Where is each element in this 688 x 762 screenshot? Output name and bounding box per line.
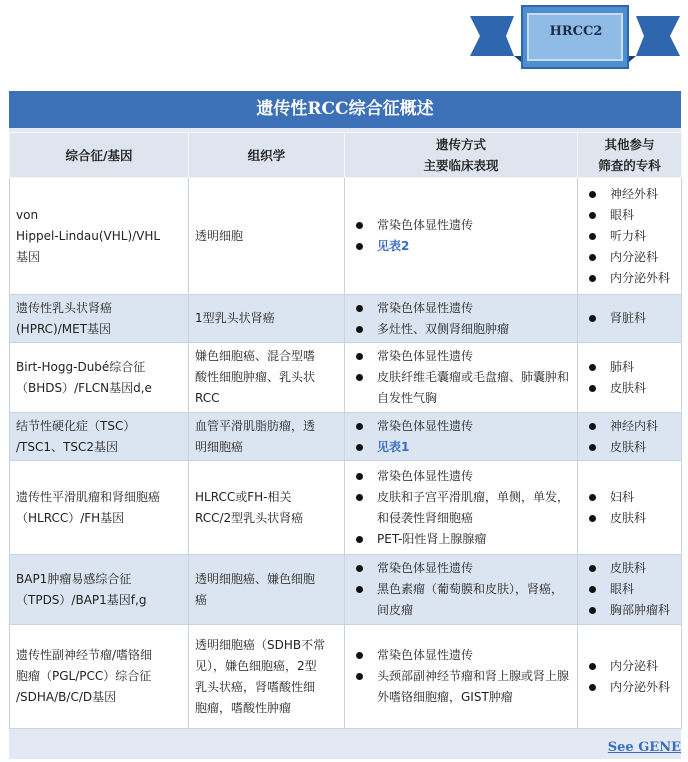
syndrome-table-panel xyxy=(9,91,681,759)
histology-cell xyxy=(189,413,345,461)
histology-line: 酸性细胞肿瘤、乳头状 xyxy=(195,370,316,384)
histology-cell xyxy=(189,343,345,413)
inheritance-item: 常染色体显性遗传 xyxy=(351,645,573,666)
table-row xyxy=(10,461,682,555)
histology-cell xyxy=(189,461,345,555)
table-row xyxy=(10,178,682,295)
syndrome-cell xyxy=(10,625,189,729)
histology-line: 胞瘤，嗜酸性肿瘤 xyxy=(195,700,292,715)
inheritance-cell xyxy=(345,178,578,295)
specialty-list xyxy=(584,357,677,399)
specialty-item: 神经内科 xyxy=(584,416,677,437)
syndrome-line: /SDHA/B/C/D基因 xyxy=(16,690,117,704)
syndrome-cell xyxy=(10,413,189,461)
see-table-link[interactable]: 见表1 xyxy=(351,437,573,458)
syndrome-table xyxy=(9,132,682,729)
specialty-item: 皮肤科 xyxy=(584,378,677,399)
histology-line: RCC xyxy=(195,391,220,405)
inheritance-cell xyxy=(345,625,578,729)
syndrome-cell xyxy=(10,555,189,625)
specialty-list xyxy=(584,184,677,289)
inheritance-cell xyxy=(345,295,578,343)
syndrome-line: （TPDS）/BAP1基因f,g xyxy=(16,592,147,607)
inheritance-list xyxy=(351,416,573,458)
hrcc2-label: HRCC2 xyxy=(549,24,603,39)
header-specialty-line1: 其他参与 xyxy=(604,137,655,152)
specialty-item: 胸部肿瘤科 xyxy=(584,600,677,621)
header-histology: 组织学 xyxy=(189,133,345,178)
syndrome-line: 遗传性副神经节瘤/嗜铬细 xyxy=(16,648,153,662)
specialty-item: 内分泌科 xyxy=(584,247,677,268)
syndrome-line: Hippel-Lindau(VHL)/VHL xyxy=(16,228,161,243)
syndrome-line: 基因 xyxy=(16,249,41,264)
specialty-cell xyxy=(578,555,682,625)
specialty-cell xyxy=(578,343,682,413)
header-syndrome: 综合征/基因 xyxy=(10,133,189,178)
table-row xyxy=(10,343,682,413)
specialty-cell xyxy=(578,295,682,343)
inheritance-item: 多灶性、双侧肾细胞肿瘤 xyxy=(351,319,573,340)
inheritance-cell xyxy=(345,461,578,555)
inheritance-list xyxy=(351,346,573,409)
syndrome-line: /TSC1、TSC2基因 xyxy=(16,439,118,454)
syndrome-cell xyxy=(10,295,189,343)
header-specialty xyxy=(578,133,682,178)
histology-cell xyxy=(189,295,345,343)
inheritance-list xyxy=(351,466,573,550)
table-title: 遗传性RCC综合征概述 xyxy=(9,91,681,128)
histology-line: 乳头状癌，肾嗜酸性细 xyxy=(195,679,316,694)
syndrome-line: BAP1肿瘤易感综合征 xyxy=(16,571,132,586)
specialty-item: 内分泌科 xyxy=(584,656,677,677)
specialty-item: 眼科 xyxy=(584,579,677,600)
histology-line: 嫌色细胞癌、混合型嗜 xyxy=(195,349,316,363)
histology-line: 透明细胞癌、嫌色细胞 xyxy=(195,571,316,586)
specialty-cell xyxy=(578,178,682,295)
histology-cell xyxy=(189,625,345,729)
syndrome-line: （HLRCC）/FH基因 xyxy=(16,510,125,525)
histology-line: RCC/2型乳头状肾癌 xyxy=(195,510,304,525)
histology-line: 透明细胞癌（SDHB不常 xyxy=(195,637,326,652)
inheritance-item: PET-阳性肾上腺腺瘤 xyxy=(351,529,573,550)
inheritance-list xyxy=(351,645,573,708)
specialty-list xyxy=(584,308,677,329)
inheritance-item: 常染色体显性遗传 xyxy=(351,346,573,367)
inheritance-list xyxy=(351,215,573,257)
ribbon-shape xyxy=(470,2,680,84)
inheritance-list xyxy=(351,298,573,340)
inheritance-cell xyxy=(345,413,578,461)
table-row xyxy=(10,625,682,729)
specialty-item: 皮肤科 xyxy=(584,558,677,579)
syndrome-line: Birt-Hogg-Dubé综合征 xyxy=(16,359,146,374)
syndrome-line: 遗传性平滑肌瘤和肾细胞癌 xyxy=(16,489,161,504)
histology-cell xyxy=(189,178,345,295)
header-specialty-line2: 筛查的专科 xyxy=(598,158,661,173)
inheritance-item: 常染色体显性遗传 xyxy=(351,558,573,579)
specialty-list xyxy=(584,416,677,458)
histology-line: 透明细胞 xyxy=(195,228,244,243)
inheritance-cell xyxy=(345,343,578,413)
inheritance-item: 常染色体显性遗传 xyxy=(351,416,573,437)
specialty-item: 听力科 xyxy=(584,226,677,247)
syndrome-line: von xyxy=(16,207,39,222)
specialty-cell xyxy=(578,413,682,461)
inheritance-item: 头颈部副神经节瘤和肾上腺或肾上腺外嗜铬细胞瘤，GIST肿瘤 xyxy=(351,666,573,708)
inheritance-list xyxy=(351,558,573,621)
specialty-cell xyxy=(578,625,682,729)
inheritance-item: 常染色体显性遗传 xyxy=(351,298,573,319)
header-inheritance-line1: 遗传方式 xyxy=(435,137,486,152)
inheritance-item: 黑色素瘤（葡萄膜和皮肤），肾癌，间皮瘤 xyxy=(351,579,573,621)
inheritance-item: 常染色体显性遗传 xyxy=(351,215,573,236)
specialty-item: 肾脏科 xyxy=(584,308,677,329)
hrcc2-ribbon-badge xyxy=(470,2,680,84)
header-row xyxy=(10,133,682,178)
see-gene-link[interactable]: See GENE xyxy=(607,740,681,755)
histology-line: 明细胞癌 xyxy=(195,439,244,454)
syndrome-cell xyxy=(10,461,189,555)
specialty-list xyxy=(584,656,677,698)
header-inheritance-line2: 主要临床表现 xyxy=(423,158,499,173)
table-row xyxy=(10,413,682,461)
histology-line: 癌 xyxy=(195,592,208,607)
specialty-item: 眼科 xyxy=(584,205,677,226)
specialty-list xyxy=(584,558,677,621)
syndrome-line: 遗传性乳头状肾癌 xyxy=(16,300,113,315)
histology-cell xyxy=(189,555,345,625)
syndrome-line: 胞瘤（PGL/PCC）综合征 xyxy=(16,669,152,683)
specialty-item: 神经外科 xyxy=(584,184,677,205)
see-table-link[interactable]: 见表2 xyxy=(351,236,573,257)
specialty-item: 内分泌外科 xyxy=(584,677,677,698)
syndrome-cell xyxy=(10,178,189,295)
histology-line: 1型乳头状肾癌 xyxy=(195,311,275,325)
inheritance-item: 皮肤纤维毛囊瘤或毛盘瘤、肺囊肿和自发性气胸 xyxy=(351,367,573,409)
inheritance-cell xyxy=(345,555,578,625)
specialty-item: 肺科 xyxy=(584,357,677,378)
header-inheritance xyxy=(345,133,578,178)
table-row xyxy=(10,555,682,625)
specialty-item: 内分泌外科 xyxy=(584,268,677,289)
specialty-item: 皮肤科 xyxy=(584,508,677,529)
specialty-list xyxy=(584,487,677,529)
specialty-item: 皮肤科 xyxy=(584,437,677,458)
specialty-item: 妇科 xyxy=(584,487,677,508)
syndrome-line: （BHDS）/FLCN基因d,e xyxy=(16,380,152,395)
specialty-cell xyxy=(578,461,682,555)
syndrome-cell xyxy=(10,343,189,413)
syndrome-line: 结节性硬化症（TSC） xyxy=(16,418,136,433)
inheritance-item: 常染色体显性遗传 xyxy=(351,466,573,487)
syndrome-line: (HPRC)/MET基因 xyxy=(16,321,112,336)
histology-line: 血管平滑肌脂肪瘤，透 xyxy=(195,418,316,433)
inheritance-item: 皮肤和子宫平滑肌瘤，单侧，单发，和侵袭性肾细胞癌 xyxy=(351,487,573,529)
histology-line: HLRCC或FH-相关 xyxy=(195,489,292,504)
table-row xyxy=(10,295,682,343)
histology-line: 见），嫌色细胞癌，2型 xyxy=(195,658,317,673)
